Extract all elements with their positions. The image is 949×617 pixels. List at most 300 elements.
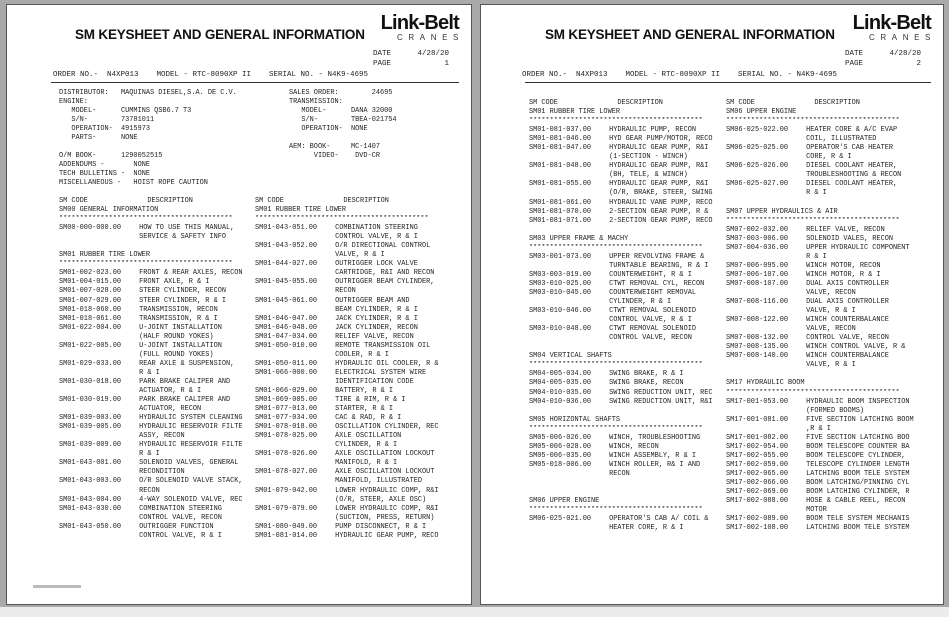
manual-entry [59, 396, 253, 405]
sm-code [726, 253, 802, 262]
sm-code: SM01-018-061.00 [59, 314, 122, 323]
manual-entry [726, 280, 920, 289]
entry-description: HYDRAULIC OIL COOLER, R & [331, 359, 439, 368]
link-belt-logo [852, 12, 936, 42]
manual-entry [529, 280, 723, 289]
manual-entry-continued [59, 387, 253, 396]
entry-description: VALVE, RECON [802, 325, 856, 334]
entry-description: CORE, R & I [802, 153, 852, 162]
entry-description: DIESEL COOLANT HEATER, [802, 162, 898, 171]
manual-entry [59, 441, 253, 450]
blank-line [529, 488, 723, 497]
section-heading: SM01 RUBBER TIRE LOWER [529, 108, 620, 117]
manual-entry-continued [529, 524, 723, 533]
sm-code: SM01-066-000.00 [255, 368, 318, 377]
sm-code: SM01-050-011.00 [255, 359, 318, 368]
sm-code: SM01-050-010.00 [255, 341, 318, 350]
sm-code: SM01-080-049.00 [255, 522, 318, 531]
manual-entry-continued [59, 351, 253, 360]
entry-description: TIRE & RIM, R & I [331, 396, 406, 405]
entry-description: WINCH MOTOR, R & I [802, 270, 881, 279]
info-line: S/N- 73781011 [59, 116, 155, 125]
manual-entry [255, 242, 449, 251]
manual-entry [255, 505, 449, 514]
link-belt-logo [380, 12, 464, 42]
blank-line [59, 143, 237, 152]
header-description: DESCRIPTION [331, 197, 389, 205]
entry-description: RECON [135, 486, 160, 495]
manual-entry [59, 269, 253, 278]
manual-entry [726, 180, 920, 189]
entry-description: TELESCOPE CYLINDER LENGTH [802, 460, 910, 469]
manual-entry [59, 342, 253, 351]
entry-description: WINCH ROLLER, R& I AND [605, 460, 701, 469]
manual-entry-continued [255, 459, 449, 468]
logo-subtitle: CRANES [397, 33, 464, 42]
sm-code [255, 514, 331, 523]
entry-description: HYDRAULIC BOOM INSPECTION [802, 397, 910, 406]
manual-entry [726, 316, 920, 325]
info-line: SALES ORDER: 24695 [289, 89, 393, 97]
manual-entry [59, 324, 253, 333]
manual-entry-continued [529, 171, 723, 180]
manual-entry-continued [726, 425, 920, 434]
sm-code: SM03-010-048.00 [529, 325, 592, 334]
blank-line [726, 370, 920, 379]
manual-entry [726, 398, 920, 407]
sm-code: SM01-045-055.00 [255, 278, 318, 287]
entry-description: IDENTIFICATION CODE [331, 377, 414, 386]
info-line: ADDENDUMS - NONE [59, 161, 150, 170]
date-label: DATE [845, 50, 864, 58]
manual-entry [726, 334, 920, 343]
header-sm-code: SM CODE [529, 99, 558, 107]
sm-code [255, 306, 331, 315]
entry-description: ACTUATOR, R & I [135, 386, 202, 395]
entry-description: (O/R, BRAKE, STEER, SWING [605, 189, 713, 198]
sm-code: SM01-081-055.00 [529, 180, 592, 189]
entry-description: WINCH, RECON [605, 442, 659, 451]
sm-code: SM03-003-019.00 [529, 270, 592, 279]
manual-entry-continued [726, 307, 920, 316]
manual-entry [726, 226, 920, 235]
logo-subtitle: CRANES [869, 33, 936, 42]
manual-entry [255, 360, 449, 369]
manual-entry [255, 278, 449, 287]
manual-entry [59, 505, 253, 514]
manual-entry [726, 515, 920, 524]
sm-code [255, 441, 331, 450]
sm-code: SM17-002-069.00 [726, 488, 789, 497]
info-line: DISTRIBUTOR: MAQUINAS DIESEL,S.A. DE C.V. [59, 89, 237, 97]
sm-code [59, 532, 135, 541]
logo-wordmark: Link-Belt [852, 12, 931, 34]
sm-code: SM01-081-071.00 [529, 216, 592, 225]
entry-description: LATCHING BOOM TELE SYSTEM [802, 524, 910, 533]
sm-code: SM01-029-033.00 [59, 359, 122, 368]
entry-description: FIVE SECTION LATCHING BOO [802, 433, 910, 442]
manual-entry [59, 224, 253, 233]
manual-entry [255, 450, 449, 459]
entry-description: ASSY, RECON [135, 432, 185, 441]
sm-code: SM03-010-045.00 [529, 288, 592, 297]
entry-description: 2-SECTION GEAR PUMP, RECO [605, 216, 713, 225]
entry-description: SWING BRAKE, RECON [605, 379, 684, 388]
entry-description: BATTERY, R & I [331, 386, 394, 395]
sm-code [529, 153, 605, 162]
entry-description: WINCH ASSEMBLY, R & I [605, 451, 696, 460]
logo-wordmark: Link-Belt [380, 12, 459, 34]
sm-code [255, 233, 331, 242]
manual-entry-continued [59, 514, 253, 523]
sm-code: SM17-002-108.00 [726, 524, 789, 533]
sm-code [59, 468, 135, 477]
entry-description: OUTRIGGER BEAM AND [331, 296, 410, 305]
entry-description: PARK BRAKE CALIPER AND [135, 377, 231, 386]
page-number: 1 [444, 60, 449, 68]
manual-entry [529, 307, 723, 316]
sm-code: SM01-018-060.00 [59, 305, 122, 314]
sm-code [726, 506, 802, 515]
manual-entry [726, 244, 920, 253]
sm-code: SM06-025-022.00 [726, 126, 789, 135]
info-line: AEM: BOOK- MC-1407 [289, 143, 380, 152]
entry-description: CONTROL VALVE, R & I [605, 316, 692, 325]
info-line: TECH BULLETINS - NONE [59, 170, 150, 179]
sm-code: SM01-039-003.00 [59, 414, 122, 423]
info-line: S/N- TBEA-021754 [289, 116, 397, 125]
sm-code: SM17-002-088.00 [726, 497, 789, 506]
sm-code: SM07-006-107.00 [726, 270, 789, 279]
entry-description: MANIFOLD, R & I [331, 459, 398, 468]
entry-description: (1-SECTION - WINCH) [605, 153, 688, 162]
sm-code: SM01-078-026.00 [255, 450, 318, 459]
sm-code [59, 333, 135, 342]
manual-entry [726, 461, 920, 470]
sm-code: SM01-046-048.00 [255, 323, 318, 332]
entry-description: FRONT AXLE, R & I [135, 278, 210, 287]
entry-description: HYDRAULIC SYSTEM CLEANING [135, 414, 243, 423]
entry-description: ELECTRICAL SYSTEM WIRE [331, 368, 427, 377]
section-divider: ****************************************** [529, 243, 703, 252]
sm-code [726, 361, 802, 370]
sm-code [726, 135, 802, 144]
sm-code: SM01-081-061.00 [529, 198, 592, 207]
sm-code: SM07-008-132.00 [726, 334, 789, 343]
entry-description: HYDRAULIC RESERVOIR FILTE [135, 423, 243, 432]
sm-code [529, 189, 605, 198]
entry-description: REMOTE TRANSMISSION OIL [331, 341, 431, 350]
entry-description: FIVE SECTION LATCHING BOOM [802, 415, 914, 424]
sm-code: SM06-025-026.00 [726, 162, 789, 171]
entry-description: OUTRIGGER FUNCTION [135, 522, 214, 531]
header-sm-code: SM CODE [726, 99, 755, 107]
sm-code [255, 351, 331, 360]
manual-entry [726, 497, 920, 506]
entry-description: RECON [331, 287, 356, 296]
manual-entry [529, 370, 723, 379]
sm-code [726, 307, 802, 316]
manual-entry [59, 378, 253, 387]
manual-entry-continued [726, 506, 920, 515]
entry-description: 2-SECTION GEAR PUMP, R & [605, 207, 709, 216]
section-heading: SM01 RUBBER TIRE LOWER [59, 251, 150, 260]
manual-entry-continued [726, 361, 920, 370]
sm-code: SM00-000-000.00 [59, 224, 122, 233]
manual-entry [255, 414, 449, 423]
section-divider: ****************************************** [726, 117, 900, 126]
sm-code: SM01-039-005.00 [59, 423, 122, 432]
manual-entry [529, 135, 723, 144]
entry-description: OPERATOR'S CAB HEATER [802, 144, 893, 153]
entry-description: CONTROL VALVE, RECON [802, 334, 889, 343]
sm-code: SM01-081-047.00 [529, 144, 592, 153]
section-heading: SM06 UPPER ENGINE [726, 108, 797, 117]
entry-description: CONTROL VALVE, RECON [135, 513, 222, 522]
sm-code: SM01-043-004.00 [59, 495, 122, 504]
entry-description: HOSE & CABLE REEL, RECON [802, 497, 906, 506]
info-line: OPERATION- 4915973 [59, 125, 150, 134]
manual-entry-continued [59, 532, 253, 541]
sm-code: SM07-008-140.00 [726, 352, 789, 361]
entry-description: AXLE OSCILLATION LOCKOUT [331, 468, 435, 477]
section-heading: SM04 VERTICAL SHAFTS [529, 352, 612, 361]
sm-code: SM01-043-050.00 [59, 522, 122, 531]
sm-code: SM01-043-001.00 [59, 459, 122, 468]
entry-description: (FORMED BOOMS) [802, 406, 865, 415]
entry-description: (FULL ROUND YOKES) [135, 350, 214, 359]
manual-entry [255, 342, 449, 351]
sm-code: SM01-078-018.00 [255, 423, 318, 432]
sm-code [59, 450, 135, 459]
sm-code: SM01-081-046.00 [529, 135, 592, 144]
entry-description: ,R & I [802, 424, 831, 433]
sm-code: SM05-006-026.00 [529, 433, 592, 442]
manual-entry [255, 387, 449, 396]
sm-code: SM07-002-032.00 [726, 225, 789, 234]
sm-code: SM01-078-025.00 [255, 432, 318, 441]
manual-entry [726, 488, 920, 497]
manual-entry [726, 162, 920, 171]
entry-description: STARTER, R & I [331, 405, 394, 414]
sm-code [59, 487, 135, 496]
sm-code [529, 171, 605, 180]
column-header [255, 197, 449, 206]
manual-entry-continued [529, 316, 723, 325]
manual-entry [529, 389, 723, 398]
document-page-2 [480, 4, 944, 605]
sm-code: SM01-077-013.00 [255, 405, 318, 414]
manual-entry [726, 352, 920, 361]
sm-code [529, 316, 605, 325]
manual-entry [529, 126, 723, 135]
sm-code: SM01-079-079.00 [255, 504, 318, 513]
manual-entry [529, 379, 723, 388]
entry-description: U-JOINT INSTALLATION [135, 341, 222, 350]
entry-description: CONTROL VALVE, RECON [605, 334, 692, 343]
sm-code [59, 405, 135, 414]
manual-entry [255, 405, 449, 414]
info-line: ENGINE: [59, 98, 88, 107]
sm-code: SM17-001-081.00 [726, 415, 789, 424]
column-header [529, 99, 723, 108]
manual-entry [529, 217, 723, 226]
entry-description: WINCH CONTROL VALVE, R & [802, 343, 906, 352]
manual-entry [726, 262, 920, 271]
entry-description: COIL, ILLUSTRATED [802, 135, 877, 144]
manual-entry-continued [255, 287, 449, 296]
sm-code: SM01-044-027.00 [255, 260, 318, 269]
entry-description: HEATER CORE, R & I [605, 524, 684, 533]
section-heading: SM07 UPPER HYDRAULICS & AIR [726, 207, 838, 216]
section-divider: ****************************************** [726, 388, 900, 397]
sm-code [726, 289, 802, 298]
sm-code: SM04-005-034.00 [529, 370, 592, 379]
manual-entry [59, 306, 253, 315]
entry-description: SWING BRAKE, R & I [605, 370, 684, 379]
entry-description: STEER CYLINDER, RECON [135, 287, 226, 296]
section-divider: ****************************************** [529, 361, 703, 370]
manual-entry-continued [726, 189, 920, 198]
entry-description: HYD GEAR PUMP/MOTOR, RECO [605, 135, 713, 144]
entry-description: TURNTABLE BEARING, R & I [605, 261, 709, 270]
info-left [59, 89, 237, 189]
entry-description: WINCH, TROUBLESHOOTING [605, 433, 701, 442]
manual-entry-continued [255, 233, 449, 242]
manual-entry [529, 434, 723, 443]
order-line: ORDER NO.- N4XP013 MODEL - RTC-8090XP II SERIAL NO. - N4K9-4695 [53, 71, 369, 79]
manual-entry [726, 144, 920, 153]
manual-entry-continued [255, 514, 449, 523]
sm-code [726, 407, 802, 416]
manual-entry [529, 144, 723, 153]
sm-code [726, 153, 802, 162]
sm-code [529, 524, 605, 533]
sm-code: SM01-030-019.00 [59, 396, 122, 405]
section-divider: ****************************************** [529, 117, 703, 126]
manual-entry-continued [59, 405, 253, 414]
entry-description: R & I [135, 368, 160, 377]
entry-description: UPPER REVOLVING FRAME & [605, 252, 705, 261]
viewer-bottom-bar [0, 607, 949, 617]
entry-description: STEER CYLINDER, R & I [135, 296, 226, 305]
sm-code [726, 189, 802, 198]
section-heading: SM03 UPPER FRAME & MACHY [529, 234, 629, 243]
manual-entry [59, 523, 253, 532]
entry-description: FRONT & REAR AXLES, RECON [135, 269, 243, 278]
entry-description: VALVE, RECON [802, 288, 856, 297]
entry-description: DUAL AXIS CONTROLLER [802, 298, 889, 307]
entry-description: ACTUATOR, RECON [135, 405, 202, 414]
sm-code: SM01-030-018.00 [59, 377, 122, 386]
manual-entry [255, 423, 449, 432]
manual-entry [529, 452, 723, 461]
column-header [59, 197, 253, 206]
entry-description: R & I [135, 450, 160, 459]
manual-entry [529, 208, 723, 217]
entry-description: BEAM CYLINDER, R & I [331, 305, 418, 314]
entry-description: U-JOINT INSTALLATION [135, 323, 222, 332]
manual-entry-continued [59, 233, 253, 242]
manual-entry-continued [529, 298, 723, 307]
manual-entry [255, 224, 449, 233]
entry-description: TROUBLESHOOTING & RECON [802, 171, 902, 180]
document-page-1 [6, 4, 472, 605]
manual-entry [726, 126, 920, 135]
manual-entry-continued [59, 333, 253, 342]
manual-entry [529, 443, 723, 452]
sm-code: SM07-003-006.00 [726, 234, 789, 243]
entry-description: AXLE OSCILLATION [331, 432, 402, 441]
entry-description: R & I [802, 189, 827, 198]
manual-entry [255, 396, 449, 405]
entry-description: HEATER CORE & A/C EVAP [802, 126, 898, 135]
manual-entry-continued [529, 262, 723, 271]
manual-entry [726, 271, 920, 280]
entry-description: WINCH COUNTERBALANCE [802, 352, 889, 361]
manual-entry-continued [255, 378, 449, 387]
manual-entry [255, 324, 449, 333]
entry-description: PUMP DISCONNECT, R & I [331, 522, 427, 531]
sm-code: SM01-022-004.00 [59, 323, 122, 332]
entry-description: SWING REDUCTION UNIT, R&I [605, 397, 713, 406]
manual-entry-continued [529, 334, 723, 343]
manual-entry-continued [255, 496, 449, 505]
sm-code: SM01-007-028.00 [59, 287, 122, 296]
sm-code [59, 351, 135, 360]
entry-description: BOOM LATCHING/PINNING CYL [802, 478, 910, 487]
manual-entry-continued [255, 477, 449, 486]
manual-entry [59, 459, 253, 468]
manual-entry [529, 253, 723, 262]
entry-description: LOWER HYDRAULIC COMP, R&I [331, 486, 439, 495]
header-description: DESCRIPTION [135, 197, 193, 205]
manual-entry [529, 180, 723, 189]
sm-code [255, 459, 331, 468]
sm-code [255, 477, 331, 486]
sm-code: SM17-002-054.00 [726, 442, 789, 451]
entry-description: O/R SOLENOID VALVE STACK, [135, 477, 243, 486]
sm-code [255, 378, 331, 387]
sm-code [255, 287, 331, 296]
entry-description: BOOM TELE SYSTEM MECHANIS [802, 515, 910, 524]
entry-description: OPERATOR'S CAB A/ COIL & [605, 515, 709, 524]
sm-code: SM06-025-027.00 [726, 180, 789, 189]
entry-description: O/R DIRECTIONAL CONTROL [331, 242, 431, 251]
entry-description: WINCH MOTOR, RECON [802, 261, 881, 270]
sm-code: SM01-081-014.00 [255, 531, 318, 540]
entry-description: AXLE OSCILLATION LOCKOUT [331, 450, 435, 459]
entry-description: CTWT REMOVAL CYL, RECON [605, 279, 705, 288]
entry-description: HYDRAULIC PUMP, RECON [605, 126, 696, 135]
entry-description: BOOM TELESCOPE COUNTER BA [802, 442, 910, 451]
manual-entry [59, 477, 253, 486]
date-value: 4/28/20 [417, 50, 449, 58]
blank-line [529, 479, 723, 488]
manual-entry [529, 289, 723, 298]
blank-line [529, 226, 723, 235]
manual-entry [59, 360, 253, 369]
sm-code: SM01-004-015.00 [59, 278, 122, 287]
entry-description: MANIFOLD, ILLUSTRATED [331, 477, 422, 486]
manual-entry [726, 343, 920, 352]
sm-code: SM04-005-035.00 [529, 379, 592, 388]
info-line: TRANSMISSION: [289, 98, 343, 107]
page-number: 2 [916, 60, 921, 68]
sm-code: SM17-002-065.00 [726, 469, 789, 478]
manual-entry [255, 468, 449, 477]
sm-code: SM04-010-035.00 [529, 388, 592, 397]
